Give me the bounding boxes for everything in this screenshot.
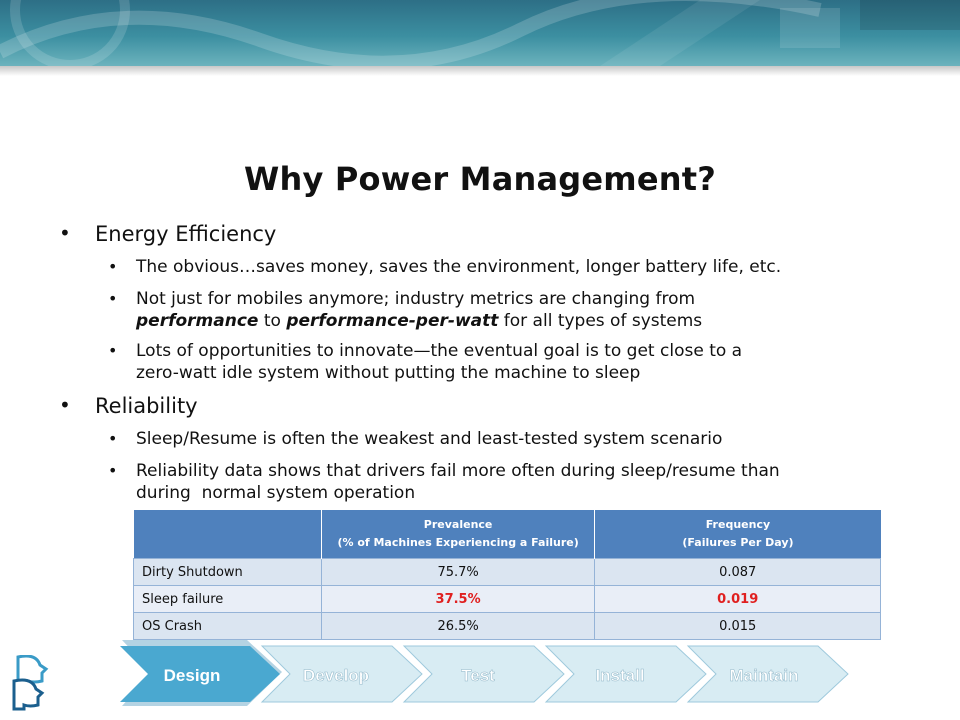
header-frequency-title: Frequency (705, 518, 771, 531)
sub-bullet-sleep-resume (136, 428, 906, 450)
sub-bullet-obvious (136, 256, 906, 278)
header-empty (134, 510, 322, 559)
bullet-text: Not just for mobiles anymore; industry metrics are changing from (136, 289, 696, 309)
sub-bullet-reliability-data (136, 460, 906, 504)
bullet-text: Lots of opportunities to innovate—the eventual goal is to get close to a (136, 341, 743, 361)
header-banner (0, 0, 960, 66)
emphasis-performance-per-watt: performance-per-watt (286, 311, 499, 331)
heads-logo-icon (10, 655, 50, 711)
process-step-test (404, 646, 564, 702)
header-frequency-sub: (Failures Per Day) (682, 536, 794, 549)
slide-title: Why Power Management? (243, 160, 716, 198)
banner-shadow (0, 66, 960, 76)
process-step-label: Install (595, 666, 645, 685)
process-step-install (546, 646, 706, 702)
bullet-text: Sleep/Resume is often the weakest and least-tested system scenario (136, 429, 723, 449)
header-frequency (595, 510, 881, 559)
banner-decoration (0, 0, 960, 66)
bullet-reliability: • Reliability (95, 394, 198, 418)
bullet-text: during normal system operation (136, 483, 416, 503)
sub-bullet-metrics (136, 288, 906, 332)
process-step-label: Test (461, 666, 495, 685)
row-label: OS Crash (134, 613, 322, 640)
table-row (134, 559, 881, 586)
process-step-label: Maintain (729, 666, 799, 685)
table-row (134, 586, 881, 613)
prevalence-cell: 26.5% (321, 613, 595, 640)
process-step-develop (262, 646, 422, 702)
bullet-energy-efficiency: • Energy Efficiency (95, 222, 276, 246)
bullet-text: The obvious…saves money, saves the environment, longer battery life, etc. (136, 257, 782, 277)
frequency-cell-highlight: 0.019 (595, 586, 881, 613)
frequency-cell: 0.087 (595, 559, 881, 586)
bullet-text: Reliability data shows that drivers fail more often during sleep/resume than (136, 461, 780, 481)
header-prevalence-title: Prevalence (423, 518, 493, 531)
lifecycle-process (112, 636, 852, 712)
emphasis-performance: performance (136, 311, 259, 331)
process-step-label: Develop (302, 666, 370, 685)
row-label: Sleep failure (134, 586, 322, 613)
process-step-label: Design (163, 666, 221, 685)
sub-bullet-innovate (136, 340, 906, 384)
bullet-text: zero-watt idle system without putting the machine to sleep (136, 363, 641, 383)
header-prevalence (321, 510, 595, 559)
frequency-cell: 0.015 (595, 613, 881, 640)
prevalence-cell: 75.7% (321, 559, 595, 586)
bullet-text: for all types of systems (498, 311, 703, 331)
failure-stats-table (133, 510, 881, 640)
table-header-row (134, 510, 881, 559)
prevalence-cell-highlight: 37.5% (321, 586, 595, 613)
header-prevalence-sub: (% of Machines Experiencing a Failure) (337, 536, 579, 549)
process-step-maintain (688, 646, 848, 702)
row-label: Dirty Shutdown (134, 559, 322, 586)
process-step-design (120, 640, 282, 706)
bullet-text: to (258, 311, 287, 331)
